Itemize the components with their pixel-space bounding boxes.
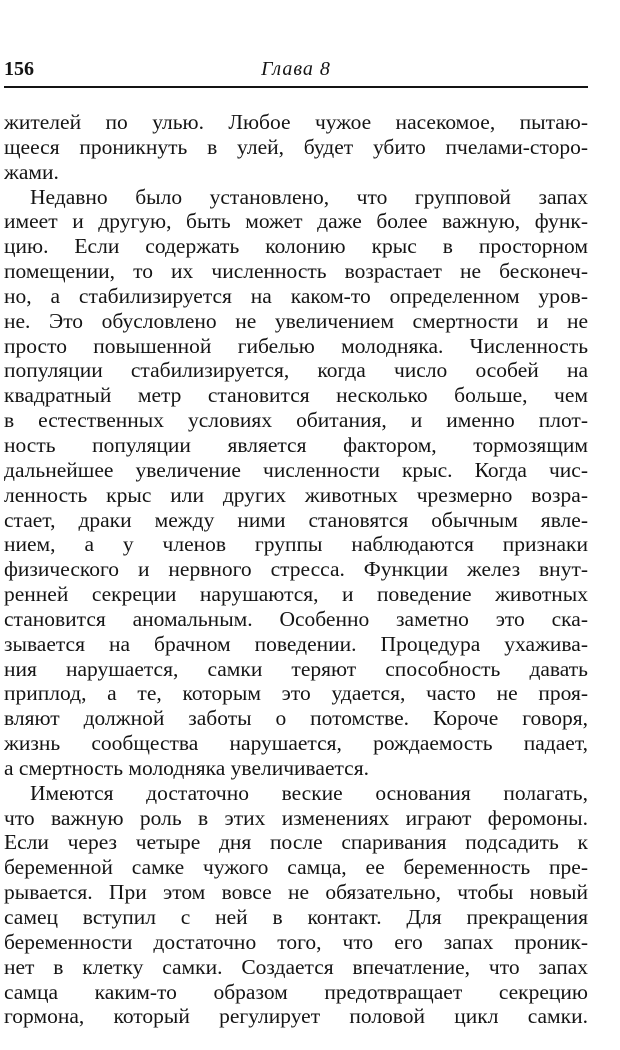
- text-line: щееся проникнуть в улей, будет убито пчелами-сторо-: [4, 134, 588, 159]
- text-line: просто повышенной гибелью молодняка. Численность: [4, 333, 588, 358]
- text-line: ленность крыс или других животных чрезмерно возра-: [4, 482, 588, 507]
- body-text: [4, 110, 588, 1029]
- page-number: 156: [4, 58, 34, 80]
- text-line: ния нарушается, самки теряют способность давать: [4, 656, 588, 681]
- text-line: а смертность молодняка увеличивается.: [4, 755, 369, 780]
- text-line: гормона, который регулирует половой цикл самки.: [4, 1004, 588, 1029]
- text-line: жителей по улью. Любое чужое насекомое, пытаю-: [4, 110, 588, 134]
- text-line: но, а стабилизируется на каком-то определенном уров-: [4, 283, 588, 308]
- text-line: беременности достаточно того, что его запах проник-: [4, 929, 588, 954]
- text-line: жизнь сообщества нарушается, рождаемость падает,: [4, 731, 588, 756]
- text-line: беременной самке чужого самца, ее беременность пре-: [4, 855, 588, 880]
- page-header: [4, 56, 588, 88]
- text-line: стает, драки между ними становятся обычным явле-: [4, 507, 588, 532]
- text-line: физического и нервного стресса. Функции желез внут-: [4, 557, 588, 582]
- running-head: Глава 8: [261, 58, 331, 80]
- text-line: цию. Если содержать колонию крыс в просторном: [4, 234, 588, 259]
- text-line: квадратный метр становится несколько больше, чем: [4, 383, 588, 408]
- text-line: жами.: [4, 159, 59, 184]
- text-line: что важную роль в этих изменениях играют феромоны.: [4, 805, 588, 830]
- text-line: самца каким-то образом предотвращает секрецию: [4, 979, 588, 1004]
- text-line: дальнейшее увеличение численности крыс. Когда чис-: [4, 457, 588, 482]
- text-line: Если через четыре дня после спаривания подсадить к: [4, 830, 588, 855]
- text-line: популяции стабилизируется, когда число особей на: [4, 358, 588, 383]
- text-line: становится аномальным. Особенно заметно это ска-: [4, 606, 588, 631]
- text-line: Имеются достаточно веские основания полагать,: [30, 780, 588, 805]
- text-line: нием, а у членов группы наблюдаются признаки: [4, 532, 588, 557]
- text-line: вляют должной заботы о потомстве. Короче говоря,: [4, 706, 588, 731]
- text-line: зывается на брачном поведении. Процедура ухажива-: [4, 631, 588, 656]
- text-line: ность популяции является фактором, тормозящим: [4, 432, 588, 457]
- text-line: ренней секреции нарушаются, и поведение животных: [4, 582, 588, 607]
- text-line: в естественных условиях обитания, и именно плот-: [4, 408, 588, 433]
- text-line: помещении, то их численность возрастает не бесконеч-: [4, 259, 588, 284]
- text-line: самец вступил с ней в контакт. Для прекращения: [4, 905, 588, 929]
- text-line: рывается. При этом вовсе не обязательно, чтобы новый: [4, 880, 588, 905]
- text-line: Недавно было установлено, что групповой запах: [30, 184, 588, 209]
- text-line: имеет и другую, быть может даже более важную, функ-: [4, 209, 588, 234]
- text-line: нет в клетку самки. Создается впечатление, что запах: [4, 954, 588, 979]
- text-line: приплод, а те, которым это удается, часто не проя-: [4, 681, 588, 706]
- text-line: не. Это обусловлено не увеличением смертности и не: [4, 308, 588, 333]
